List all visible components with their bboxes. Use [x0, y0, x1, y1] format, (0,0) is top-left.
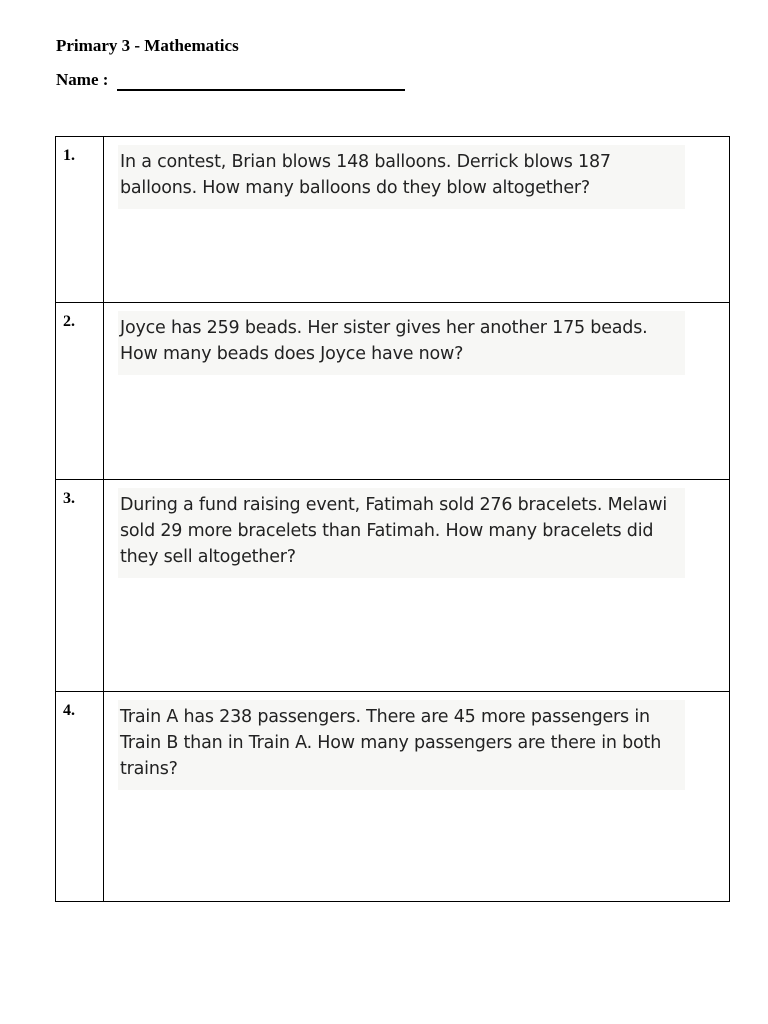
question-answer-cell[interactable] [104, 692, 730, 902]
question-answer-cell[interactable] [104, 137, 730, 303]
question-text: During a fund raising event, Fatimah sold 276 bracelets. Melawi sold 29 more bracelets than Fatimah. How many bracelets did they sell altogether? [118, 488, 685, 578]
question-number: 1. [63, 147, 75, 164]
question-row-4 [56, 692, 730, 902]
question-number: 3. [63, 490, 75, 507]
question-row-3 [56, 480, 730, 692]
question-row-1 [56, 137, 730, 303]
question-number-cell [56, 303, 104, 480]
question-text: Joyce has 259 beads. Her sister gives her another 175 beads. How many beads does Joyce have now? [118, 311, 685, 375]
question-number-cell [56, 692, 104, 902]
question-answer-cell[interactable] [104, 480, 730, 692]
question-number-cell [56, 480, 104, 692]
question-number: 4. [63, 702, 75, 719]
question-answer-cell[interactable] [104, 303, 730, 480]
name-field-row [56, 70, 405, 91]
question-number: 2. [63, 313, 75, 330]
page-title: Primary 3 - Mathematics [56, 36, 239, 55]
question-row-2 [56, 303, 730, 480]
questions-table [55, 136, 730, 902]
question-number-cell [56, 137, 104, 303]
name-blank-line[interactable] [117, 71, 405, 91]
question-text: Train A has 238 passengers. There are 45 more passengers in Train B than in Train A. How many passengers are there in both trains? [118, 700, 685, 790]
question-text: In a contest, Brian blows 148 balloons. Derrick blows 187 balloons. How many balloons do they blow altogether? [118, 145, 685, 209]
name-label: Name : [56, 70, 109, 89]
